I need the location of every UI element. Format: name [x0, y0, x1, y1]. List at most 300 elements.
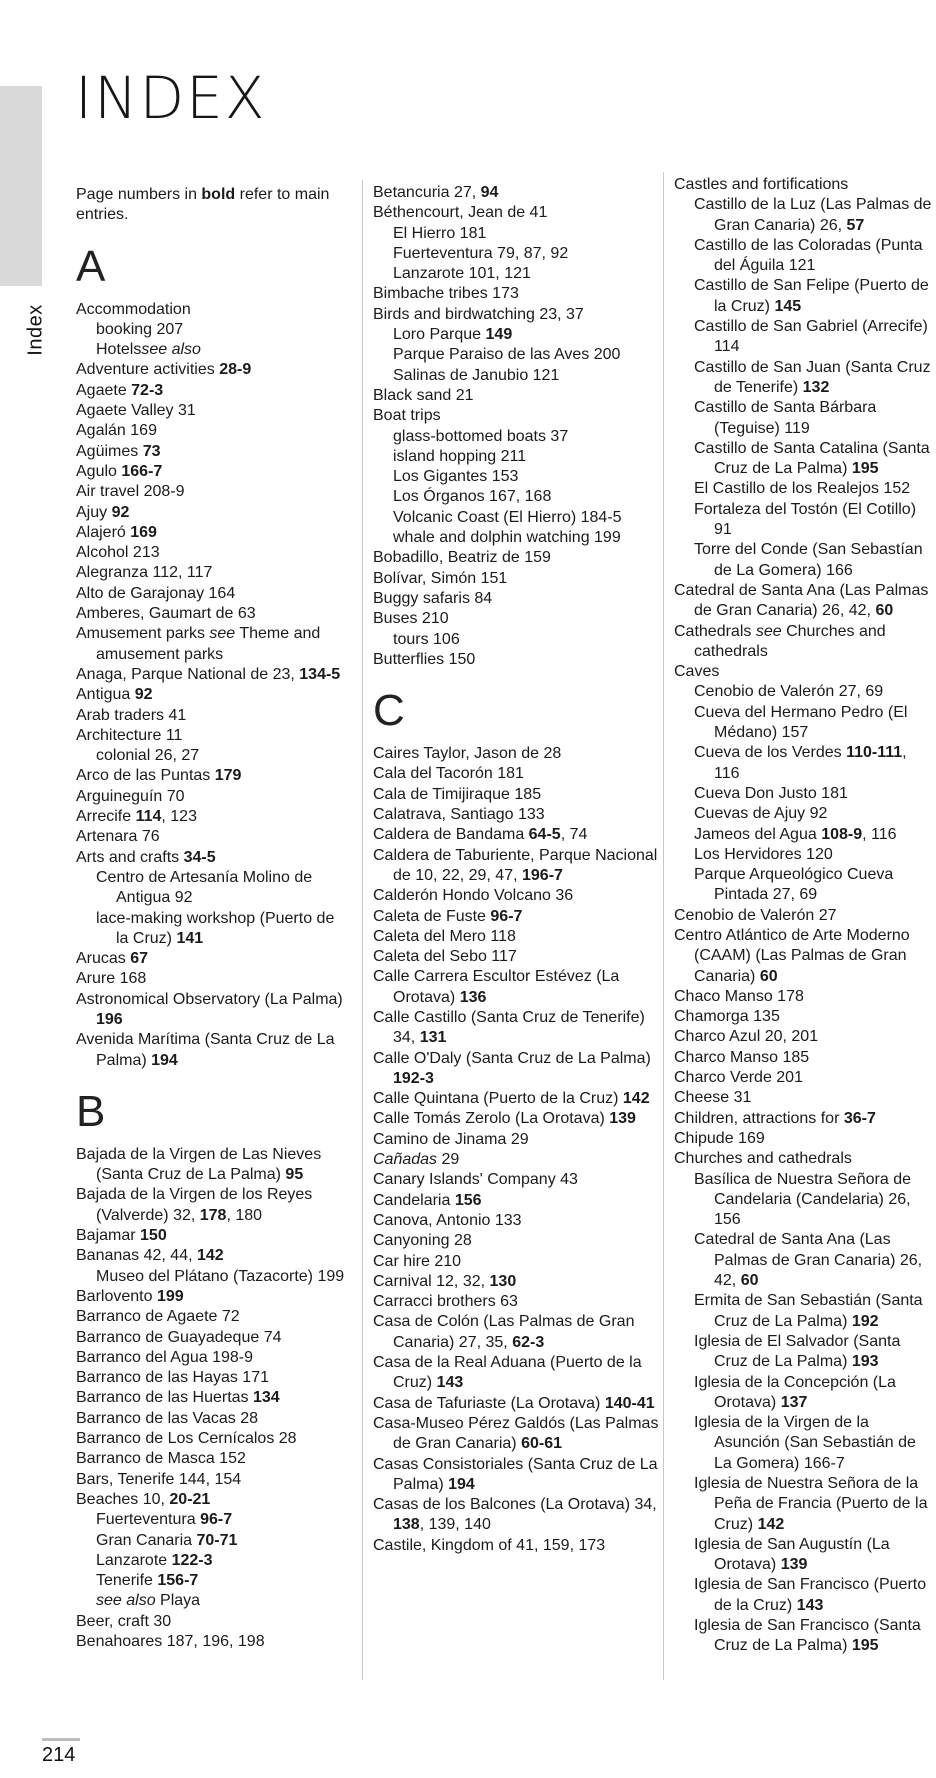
- entry-text: Architecture 11: [76, 726, 183, 744]
- bold-page-ref: 195: [851, 460, 879, 478]
- index-subentry: [674, 804, 936, 824]
- index-entry: [674, 1149, 936, 1169]
- bold-page-ref: 60-61: [521, 1435, 562, 1453]
- entry-text: Jameos del Agua: [694, 825, 822, 843]
- bold-page-ref: 134-5: [299, 665, 341, 683]
- bold-page-ref: 143: [436, 1374, 464, 1392]
- bold-page-ref: 122-3: [171, 1551, 213, 1569]
- cross-ref: Cañadas: [373, 1151, 438, 1169]
- bold-page-ref: 145: [774, 297, 802, 315]
- index-entry: [76, 1368, 346, 1388]
- index-entry: [373, 1272, 663, 1292]
- index-subentry: [674, 1616, 936, 1657]
- index-entry: [76, 1388, 346, 1408]
- entry-text: Castles and fortifications: [674, 176, 849, 193]
- entry-text: Air travel 208-9: [76, 483, 185, 501]
- entry-text: Adventure activities: [76, 361, 220, 379]
- entry-text: 29: [437, 1151, 460, 1169]
- index-subentry: [76, 1510, 346, 1530]
- entry-text: Ermita de San Sebastián (Santa Cruz de La Palma): [694, 1292, 923, 1330]
- entry-text: Amusement parks: [76, 625, 210, 643]
- entry-text: Calderón Hondo Volcano 36: [373, 887, 574, 905]
- entry-text: colonial 26, 27: [96, 747, 200, 765]
- entry-text: Iglesia de San Francisco (Santa Cruz de La Palma): [694, 1617, 921, 1655]
- index-list: [674, 175, 936, 1657]
- bold-page-ref: 194: [448, 1475, 475, 1493]
- entry-text: Iglesia de San Augustín (La Orotava): [694, 1535, 890, 1574]
- index-subentry: [674, 479, 936, 499]
- index-subentry: [373, 508, 663, 528]
- entry-text: Astronomical Observatory (La Palma): [76, 990, 343, 1008]
- index-entry: [76, 1145, 346, 1186]
- index-subentry: [674, 317, 936, 358]
- entry-text: Agaete Valley 31: [76, 402, 196, 420]
- bold-page-ref: 138: [393, 1516, 420, 1534]
- bold-page-ref: 20-21: [169, 1490, 211, 1508]
- column-divider: [362, 180, 363, 1680]
- bold-page-ref: 131: [419, 1029, 447, 1047]
- entry-text: Black sand 21: [373, 386, 474, 404]
- index-subentry: [76, 340, 346, 360]
- index-column-3: [674, 175, 936, 1657]
- entry-text: Calatrava, Santiago 133: [373, 806, 545, 824]
- entry-text: Museo del Plátano (Tazacorte) 199: [96, 1267, 345, 1285]
- index-list: [76, 240, 346, 1653]
- side-tab-label: Index: [24, 304, 47, 356]
- bold-page-ref: 196: [96, 1010, 123, 1028]
- index-entry: [76, 1449, 346, 1469]
- index-entry: [76, 787, 346, 807]
- entry-text: Castillo de Santa Bárbara (Teguise) 119: [694, 399, 877, 437]
- index-entry: [76, 665, 346, 685]
- index-entry: [373, 805, 663, 825]
- entry-text: Casas Consistoriales (Santa Cruz de La Palma): [373, 1455, 658, 1493]
- entry-text: Cueva Don Justo 181: [694, 784, 848, 802]
- entry-text: Parque Paraiso de las Aves 200: [393, 346, 621, 364]
- index-entry: [373, 589, 663, 609]
- entry-text: Alajeró: [76, 523, 131, 541]
- index-entry: [373, 569, 663, 589]
- index-entry: [373, 744, 663, 764]
- entry-text: Arco de las Puntas: [76, 767, 215, 785]
- entry-text: Parque Arqueológico Cueva Pintada 27, 69: [694, 866, 894, 904]
- entry-text: Iglesia de El Salvador (Santa Cruz de La Palma): [694, 1332, 901, 1371]
- bold-page-ref: 142: [196, 1247, 224, 1265]
- entry-text: Barranco de Masca 152: [76, 1450, 246, 1468]
- entry-text: Castillo de Santa Catalina (Santa Cruz de La Palma): [694, 439, 930, 478]
- entry-text: Benahoares 187, 196, 198: [76, 1633, 265, 1650]
- entry-text: , 123: [161, 808, 197, 826]
- entry-text: Arts and crafts: [76, 848, 184, 866]
- entry-text: Antigua: [76, 686, 135, 704]
- index-entry: [373, 1414, 663, 1455]
- bold-page-ref: 166-7: [121, 462, 163, 480]
- index-entry: [76, 503, 346, 523]
- entry-text: Anaga, Parque National de 23,: [76, 665, 300, 683]
- entry-text: Arucas: [76, 950, 131, 968]
- entry-text: Caleta del Mero 118: [373, 927, 516, 945]
- index-column-1: [76, 185, 346, 1652]
- entry-text: Amberes, Gaumart de 63: [76, 605, 256, 623]
- entry-text: Lanzarote 101, 121: [393, 265, 531, 283]
- bold-page-ref: 72-3: [131, 381, 164, 399]
- entry-text: Gran Canaria: [96, 1531, 197, 1549]
- entry-text: Volcanic Coast (El Hierro) 184-5: [393, 508, 622, 526]
- bold-page-ref: 62-3: [512, 1333, 545, 1351]
- index-entry: [76, 1429, 346, 1449]
- bold-page-ref: 34-5: [183, 848, 216, 866]
- index-entry: [674, 1048, 936, 1068]
- entry-text: Caleta del Sebo 117: [373, 948, 517, 966]
- bold-page-ref: 139: [609, 1110, 636, 1128]
- index-entry: [674, 175, 936, 195]
- bold-page-ref: 137: [780, 1393, 808, 1411]
- index-subentry: [674, 825, 936, 845]
- entry-text: Centro de Artesanía Molino de Antigua 92: [96, 868, 313, 907]
- index-entry: [76, 401, 346, 421]
- index-entry: [76, 421, 346, 441]
- entry-text: Caldera de Bandama: [373, 826, 529, 844]
- entry-text: Loro Parque: [393, 326, 486, 344]
- entry-text: Charco Verde 201: [674, 1069, 803, 1087]
- entry-text: Agaete: [76, 381, 132, 399]
- entry-text: Arguineguín 70: [76, 787, 185, 805]
- entry-text: Carracci brothers 63: [373, 1293, 518, 1311]
- entry-text: Chamorga 135: [674, 1008, 780, 1026]
- entry-text: Charco Azul 20, 201: [674, 1028, 819, 1046]
- entry-text: Barranco de Guayadeque 74: [76, 1328, 282, 1346]
- bold-page-ref: 142: [622, 1090, 650, 1108]
- entry-text: Iglesia de la Virgen de la Asunción (San Sebastián de La Gomera) 166-7: [694, 1414, 916, 1472]
- entry-text: Lanzarote: [96, 1551, 172, 1569]
- index-entry: [674, 1129, 936, 1149]
- bold-page-ref: 114: [135, 808, 162, 826]
- index-subentry: [76, 1551, 346, 1571]
- index-entry: [373, 1394, 663, 1414]
- index-subentry: [674, 784, 936, 804]
- index-entry: [76, 1612, 346, 1632]
- entry-text: Salinas de Janubio 121: [393, 366, 560, 384]
- entry-text: Iglesia de San Francisco (Puerto de la Cruz): [694, 1576, 927, 1614]
- entry-text: Barranco del Agua 198-9: [76, 1348, 254, 1366]
- bold-page-ref: 143: [796, 1596, 824, 1614]
- index-entry: [76, 543, 346, 563]
- entry-text: , 74: [560, 826, 588, 844]
- index-subentry: [373, 345, 663, 365]
- entry-text: glass-bottomed boats 37: [393, 427, 569, 445]
- index-entry: [76, 1185, 346, 1226]
- entry-text: Catedral de Santa Ana (Las Palmas de Gran Canaria) 26, 42,: [694, 1231, 923, 1290]
- entry-text: Children, attractions for: [674, 1109, 844, 1127]
- entry-text: Caldera de Taburiente, Parque Nacional de 10, 22, 29, 47,: [373, 846, 658, 884]
- entry-text: Casa de Tafuriaste (La Orotava): [373, 1394, 605, 1412]
- index-entry: [674, 1088, 936, 1108]
- index-subentry: [674, 1575, 936, 1616]
- entry-text: Barranco de Agaete 72: [76, 1308, 240, 1326]
- index-entry: [373, 846, 663, 887]
- entry-text: Buses 210: [373, 610, 449, 628]
- entry-text: Cuevas de Ajuy 92: [694, 805, 828, 823]
- index-subentry: [373, 264, 663, 284]
- index-subentry: [674, 540, 936, 581]
- entry-text: Birds and birdwatching 23, 37: [373, 305, 584, 323]
- entry-text: Carnival 12, 32,: [373, 1272, 490, 1290]
- index-entry: [373, 1150, 663, 1170]
- bold-page-ref: 134: [252, 1389, 280, 1407]
- index-subentry: [674, 1332, 936, 1373]
- index-entry: [76, 584, 346, 604]
- index-subentry: [674, 398, 936, 439]
- entry-text: Betancuria 27,: [373, 184, 481, 201]
- index-subentry: [76, 746, 346, 766]
- entry-text: Los Órganos 167, 168: [393, 488, 552, 506]
- entry-text: Alto de Garajonay 164: [76, 584, 236, 602]
- entry-text: Iglesia de la Concepción (La Orotava): [694, 1373, 896, 1411]
- index-subentry: [76, 1571, 346, 1591]
- index-entry: [373, 1353, 663, 1394]
- entry-text: Barlovento: [76, 1287, 157, 1305]
- index-entry: [76, 827, 346, 847]
- index-entry: [674, 1007, 936, 1027]
- entry-text: Cheese 31: [674, 1089, 752, 1107]
- index-subentry: [373, 244, 663, 264]
- index-entry: [373, 609, 663, 629]
- index-subentry: [674, 743, 936, 784]
- entry-text: island hopping 211: [393, 447, 527, 465]
- index-subentry: [674, 1291, 936, 1332]
- entry-text: Los Hervidores 120: [694, 845, 833, 863]
- entry-text: Barranco de las Hayas 171: [76, 1369, 269, 1387]
- bold-page-ref: 141: [176, 929, 204, 947]
- entry-text: Calle Quintana (Puerto de la Cruz): [373, 1090, 623, 1108]
- bold-page-ref: 95: [285, 1166, 304, 1184]
- bold-page-ref: 60: [759, 967, 778, 985]
- index-entry: [373, 907, 663, 927]
- entry-text: Iglesia de Nuestra Señora de la Peña de Francia (Puerto de la Cruz): [694, 1475, 928, 1533]
- bold-page-ref: 130: [489, 1272, 517, 1290]
- entry-text: Chipude 169: [674, 1129, 765, 1147]
- index-entry: [373, 284, 663, 304]
- entry-text: Casa de la Real Aduana (Puerto de la Cruz): [373, 1354, 642, 1392]
- entry-text: Torre del Conde (San Sebastían de La Gomera) 166: [694, 541, 923, 579]
- index-entry: [373, 1008, 663, 1049]
- entry-text: , 116: [714, 744, 907, 782]
- index-subentry: [674, 439, 936, 480]
- entry-text: Cala de Timijiraque 185: [373, 785, 542, 803]
- entry-text: Cenobio de Valerón 27: [674, 906, 837, 924]
- index-letter-heading: C: [373, 686, 405, 736]
- bold-page-ref: 156-7: [157, 1572, 199, 1590]
- entry-text: Caires Taylor, Jason de 28: [373, 745, 562, 763]
- bold-page-ref: 194: [151, 1051, 178, 1069]
- index-entry: [373, 1495, 663, 1536]
- index-entry: [674, 926, 936, 987]
- bold-page-ref: 149: [485, 326, 513, 344]
- index-entry: [76, 1030, 346, 1071]
- entry-text: Casa de Colón (Las Palmas de Gran Canaria) 27, 35,: [373, 1313, 635, 1351]
- index-entry: [373, 1049, 663, 1090]
- entry-text: Chaco Manso 178: [674, 987, 804, 1005]
- index-entry: [76, 1632, 346, 1652]
- index-entry: [373, 1312, 663, 1353]
- bold-page-ref: 60: [740, 1272, 759, 1290]
- index-entry: [76, 1287, 346, 1307]
- entry-text: El Castillo de los Realejos 152: [694, 480, 911, 498]
- page-number: 214: [42, 1744, 76, 1766]
- entry-text: Accommodation: [76, 300, 191, 318]
- entry-text: Casas de los Balcones (La Orotava) 34,: [373, 1496, 657, 1514]
- index-entry: [674, 906, 936, 926]
- index-entry: [373, 650, 663, 670]
- entry-text: Fortaleza del Tostón (El Cotillo) 91: [694, 500, 917, 539]
- index-subentry: [76, 320, 346, 340]
- index-entry: [76, 442, 346, 462]
- entry-text: Calle O'Daly (Santa Cruz de La Palma): [373, 1049, 651, 1067]
- index-entry: [674, 1109, 936, 1129]
- bold-page-ref: 108-9: [821, 825, 863, 843]
- bold-page-ref: 96-7: [200, 1511, 233, 1529]
- index-subentry: [76, 1531, 346, 1551]
- bold-page-ref: 92: [134, 686, 153, 704]
- index-entry: [76, 848, 346, 868]
- index-subentry: [373, 467, 663, 487]
- index-entry: [76, 300, 346, 320]
- entry-text: Car hire 210: [373, 1252, 462, 1270]
- bold-page-ref: 140-41: [604, 1394, 655, 1412]
- entry-text: Buggy safaris 84: [373, 589, 493, 607]
- bold-page-ref: 96-7: [490, 907, 523, 925]
- entry-text: Castillo de San Juan (Santa Cruz de Tenerife): [694, 358, 931, 396]
- index-entry: [674, 1068, 936, 1088]
- bold-page-ref: 142: [757, 1515, 785, 1533]
- entry-text: Cathedrals: [674, 622, 756, 640]
- cross-ref: see: [755, 622, 782, 640]
- entry-text: tours 106: [393, 630, 460, 648]
- index-entry: [76, 726, 346, 746]
- index-entry: [76, 990, 346, 1031]
- index-subentry: [373, 366, 663, 386]
- entry-text: Churches and cathedrals: [694, 622, 886, 660]
- index-subentry: [674, 845, 936, 865]
- entry-text: Ajuy: [76, 503, 112, 521]
- index-entry: [76, 1226, 346, 1246]
- index-subentry: [373, 325, 663, 345]
- index-subentry: [674, 1535, 936, 1576]
- entry-text: Canova, Antonio 133: [373, 1211, 522, 1229]
- index-entry: [373, 886, 663, 906]
- entry-text: Béthencourt, Jean de 41: [373, 204, 548, 222]
- index-subentry: [373, 427, 663, 447]
- entry-text: , 139, 140: [419, 1516, 491, 1534]
- bold-page-ref: 199: [156, 1287, 184, 1305]
- index-letter-heading: A: [76, 241, 106, 291]
- entry-text: Cenobio de Valerón 27, 69: [694, 683, 884, 701]
- index-entry: [76, 1246, 346, 1266]
- bold-page-ref: 193: [851, 1353, 879, 1371]
- index-entry: [674, 622, 936, 663]
- index-entry: [373, 1089, 663, 1109]
- index-subentry: [674, 195, 936, 236]
- index-subentry: [674, 1474, 936, 1535]
- entry-text: Boat trips: [373, 407, 441, 425]
- index-subentry: [674, 358, 936, 399]
- entry-text: Castillo de San Felipe (Puerto de la Cruz): [694, 277, 929, 315]
- entry-text: lace-making workshop (Puerto de la Cruz): [96, 909, 335, 947]
- bold-page-ref: 196-7: [522, 866, 563, 884]
- bold-page-ref: 139: [780, 1556, 808, 1574]
- index-entry: [373, 1455, 663, 1496]
- bold-page-ref: 169: [130, 523, 157, 541]
- entry-text: Canyoning 28: [373, 1232, 472, 1250]
- bold-page-ref: 36-7: [843, 1109, 876, 1127]
- bold-page-ref: 192-3: [393, 1069, 434, 1087]
- index-subentry: [674, 1170, 936, 1231]
- index-entry: [76, 523, 346, 543]
- index-entry: [373, 1252, 663, 1272]
- entry-text: Theme and amusement parks: [96, 625, 321, 663]
- index-entry: [76, 1409, 346, 1429]
- index-entry: [373, 1292, 663, 1312]
- entry-text: Calle Carrera Escultor Estévez (La Orotava): [373, 968, 620, 1006]
- index-entry: [373, 927, 663, 947]
- index-entry: [674, 662, 936, 682]
- index-entry: [76, 766, 346, 786]
- index-entry: [373, 1130, 663, 1150]
- entry-text: Centro Atlántico de Arte Moderno (CAAM) (Las Palmas de Gran Canaria): [674, 926, 910, 985]
- entry-text: Barranco de las Huertas: [76, 1389, 253, 1407]
- entry-text: Basílica de Nuestra Señora de Candelaria (Candelaria) 26, 156: [694, 1170, 912, 1229]
- entry-text: Playa: [155, 1592, 201, 1610]
- index-subentry: [76, 868, 346, 909]
- entry-text: Camino de Jinama 29: [373, 1130, 529, 1148]
- index-entry: [76, 1307, 346, 1327]
- entry-text: Hotels: [96, 341, 142, 359]
- index-subentry: [373, 630, 663, 650]
- bold-page-ref: 136: [459, 988, 487, 1006]
- entry-text: Arab traders 41: [76, 706, 187, 724]
- index-subentry: [373, 224, 663, 244]
- index-entry: [373, 1536, 663, 1556]
- entry-text: El Hierro 181: [393, 224, 487, 242]
- cross-ref: see also: [96, 1592, 156, 1610]
- entry-text: Bimbache tribes 173: [373, 285, 519, 303]
- index-entry: [373, 967, 663, 1008]
- index-entry: [76, 624, 346, 665]
- index-entry: [373, 406, 663, 426]
- index-entry: [373, 1109, 663, 1129]
- bold-page-ref: 156: [454, 1191, 482, 1209]
- index-entry: [76, 1490, 346, 1510]
- entry-text: Avenida Marítima (Santa Cruz de La Palma): [76, 1031, 335, 1069]
- entry-text: Castillo de la Luz (Las Palmas de Gran Canaria) 26,: [694, 196, 932, 234]
- index-entry: [373, 947, 663, 967]
- index-entry: [76, 360, 346, 380]
- index-entry: [76, 462, 346, 482]
- bold-page-ref: 67: [130, 950, 149, 968]
- index-entry: [76, 563, 346, 583]
- bold-page-ref: 179: [214, 767, 242, 785]
- bold-page-ref: 192: [851, 1312, 879, 1330]
- index-entry: [373, 548, 663, 568]
- entry-text: Agüimes: [76, 442, 143, 460]
- side-tab: [0, 86, 42, 286]
- bold-page-ref: 132: [802, 378, 830, 396]
- index-entry: [373, 825, 663, 845]
- entry-text: Casa-Museo Pérez Galdós (Las Palmas de Gran Canaria): [373, 1414, 659, 1453]
- entry-text: Churches and cathedrals: [674, 1150, 852, 1168]
- entry-text: Agulo: [76, 462, 122, 480]
- index-subentry: [76, 1267, 346, 1287]
